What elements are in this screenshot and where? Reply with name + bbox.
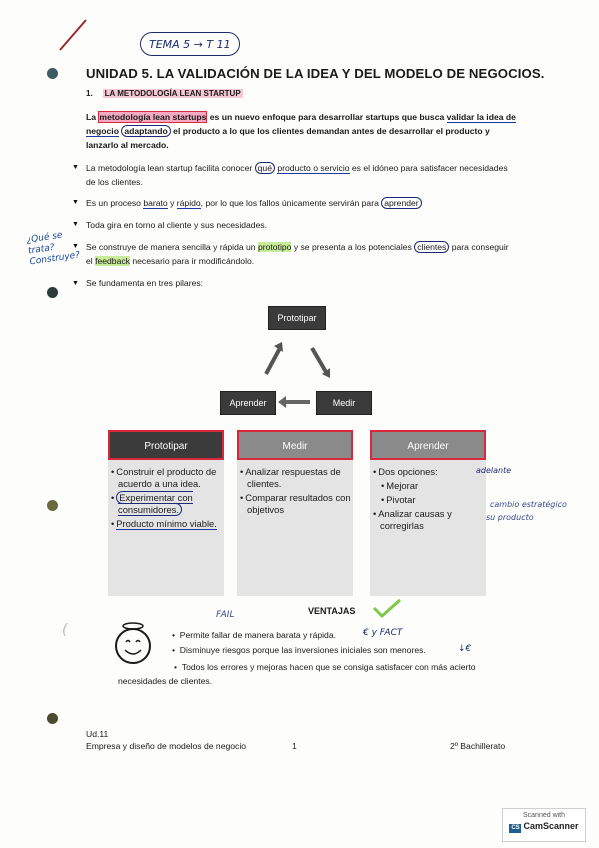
red-pen-stroke [58, 18, 88, 52]
ventaja-item-1: • Permite fallar de manera barata y rápida. [172, 630, 336, 640]
intro-text: La [86, 112, 99, 122]
handwritten-side-mark: ( [62, 622, 68, 638]
pillar-item: • Construir el producto de acuerdo a una idea. [118, 466, 224, 490]
pillar-list [237, 466, 353, 516]
footer-unit: Ud.11 [86, 729, 109, 739]
bullet-marker: ▼ [72, 199, 79, 206]
bullet-text: , por lo que los fallos únicamente servirán para [200, 198, 382, 208]
bullet-text: y se presenta a los potenciales [291, 242, 415, 252]
pillar-head-aprender: Aprender [370, 430, 486, 460]
pillar-head-prototipar: Prototipar [108, 430, 224, 460]
bullet-text: La metodología lean startup facilita conocer [86, 163, 255, 173]
handwritten-adelante: adelante [476, 466, 512, 475]
ventaja-item-2: • Disminuye riesgos porque las inversiones iniciales son menores. [172, 645, 426, 655]
scanner-line1: Scanned with [522, 812, 566, 819]
footer-page-number: 1 [292, 741, 297, 751]
section-heading [86, 89, 243, 98]
pillar-head-medir: Medir [237, 430, 353, 460]
ventaja-text: Disminuye riesgos porque las inversiones iniciales son menores. [179, 645, 426, 655]
pillar-item: • Analizar causas y corregirlas [380, 508, 486, 532]
pillar-item [118, 518, 224, 530]
punch-hole-4 [47, 713, 58, 724]
pillar-item: • Mejorar [388, 480, 486, 492]
cycle-box-medir: Medir [316, 391, 372, 415]
bullet-5 [86, 276, 516, 290]
intro-text: es un nuevo enfoque para desarrollar startups que busca [207, 112, 447, 122]
bullet-text: Se fundamenta en tres pilares: [86, 278, 204, 288]
cycle-box-prototipar: Prototipar [268, 306, 326, 330]
bullet-1 [86, 161, 516, 189]
pillar-list [108, 466, 224, 530]
intro-paragraph [86, 110, 516, 152]
bullet-text: es el idóneo para satisfacer necesidades de los clientes. [86, 163, 508, 187]
pillar-aprender [370, 430, 486, 596]
handwritten-margin-note: ¿Qué se trata? Construye? [25, 230, 81, 268]
bullet-underline: barato [143, 198, 168, 208]
scanner-line2 [503, 821, 585, 833]
pillar-item: • Analizar respuestas de clientes. [247, 466, 353, 490]
check-mark-icon [372, 598, 402, 618]
bullet-text: necesario para ir modificándolo. [129, 256, 255, 266]
punch-hole-3 [47, 500, 58, 511]
footer-course: 2º Bachillerato [450, 741, 506, 751]
page-title: UNIDAD 5. LA VALIDACIÓN DE LA IDEA Y DEL MODELO DE NEGOCIOS. [86, 66, 545, 81]
pillar-prototipar [108, 430, 224, 596]
bullet-underline: rápido [176, 198, 201, 208]
bullet-marker: ▼ [72, 280, 79, 287]
bullet-3 [86, 218, 516, 232]
scanner-line2-text: CamScanner [523, 821, 579, 831]
handwritten-cambio: cambio estratégico [490, 500, 567, 509]
pillar-item [118, 492, 224, 516]
footer-subject: Empresa y diseño de modelos de negocio [86, 741, 247, 751]
ventaja-text: Todos los errores y mejoras hacen que se consiga satisfacer con más acierto necesidades de clientes. [118, 662, 476, 686]
bullet-text: para conseguir el [86, 242, 509, 266]
pillar-medir [237, 430, 353, 596]
bullet-text: Toda gira en torno al cliente y sus necesidades. [86, 220, 268, 230]
bullet-underline: producto o servicio [277, 163, 350, 173]
pillar-item: • Comparar resultados con objetivos [247, 492, 353, 516]
bullet-text: Se construye de manera sencilla y rápida un [86, 242, 258, 252]
bullet-text: y [167, 198, 177, 208]
ventaja-text: Permite fallar de manera barata y rápida. [179, 630, 336, 640]
handwritten-down-e: ↓€ [458, 644, 472, 654]
pillar-item-underlined: Producto mínimo viable. [116, 518, 217, 529]
intro-underline: validar la idea de negocio [86, 112, 516, 136]
bullet-circled-word: qué [255, 162, 275, 174]
ventajas-title: VENTAJAS [308, 606, 356, 616]
cycle-arrows [250, 340, 350, 412]
section-label: LA METODOLOGÍA LEAN STARTUP [104, 89, 241, 98]
cycle-box-aprender: Aprender [220, 391, 276, 415]
intro-highlight: metodología lean startups [99, 112, 207, 122]
handwritten-producto: su producto [486, 513, 534, 522]
bullet-marker: ▼ [72, 221, 79, 228]
intro-circled-word: adaptando [121, 125, 170, 137]
bullet-marker: ▼ [72, 243, 79, 250]
bullet-circled-word: aprender [381, 197, 421, 209]
pillar-item-circled: Experimentar con consumidores. [118, 492, 193, 515]
punch-hole-1 [47, 68, 58, 79]
bullet-2 [86, 196, 516, 210]
pillar-list [370, 466, 486, 532]
pillar-item: • Pivotar [388, 494, 486, 506]
bullet-circled-word: clientes [414, 241, 449, 253]
bullet-marker: ▼ [72, 164, 79, 171]
section-number: 1. [86, 89, 93, 98]
pillar-item: • Dos opciones: [380, 466, 486, 478]
bullet-green-highlight: prototipo [257, 242, 292, 252]
punch-hole-2 [47, 287, 58, 298]
bullet-4 [86, 240, 516, 268]
handwritten-e-y-fact: € y FACT [363, 628, 403, 638]
handwritten-tema [140, 32, 240, 56]
bullet-green-highlight: feedback [95, 256, 130, 266]
camscanner-badge [502, 808, 586, 842]
ventaja-item-3: • Todos los errores y mejoras hacen que se consiga satisfacer con más acierto necesidades de clientes. [118, 662, 476, 686]
handwritten-tema-text: TEMA 5 → T 11 [149, 38, 231, 51]
bullet-text: Es un proceso [86, 198, 144, 208]
camscanner-logo-icon: CS [511, 825, 520, 831]
intro-text: el producto a lo que los clientes demandan antes de desarrollar el producto y lanzarlo al mercado. [86, 126, 490, 150]
handwritten-fail: FAIL [216, 610, 235, 620]
